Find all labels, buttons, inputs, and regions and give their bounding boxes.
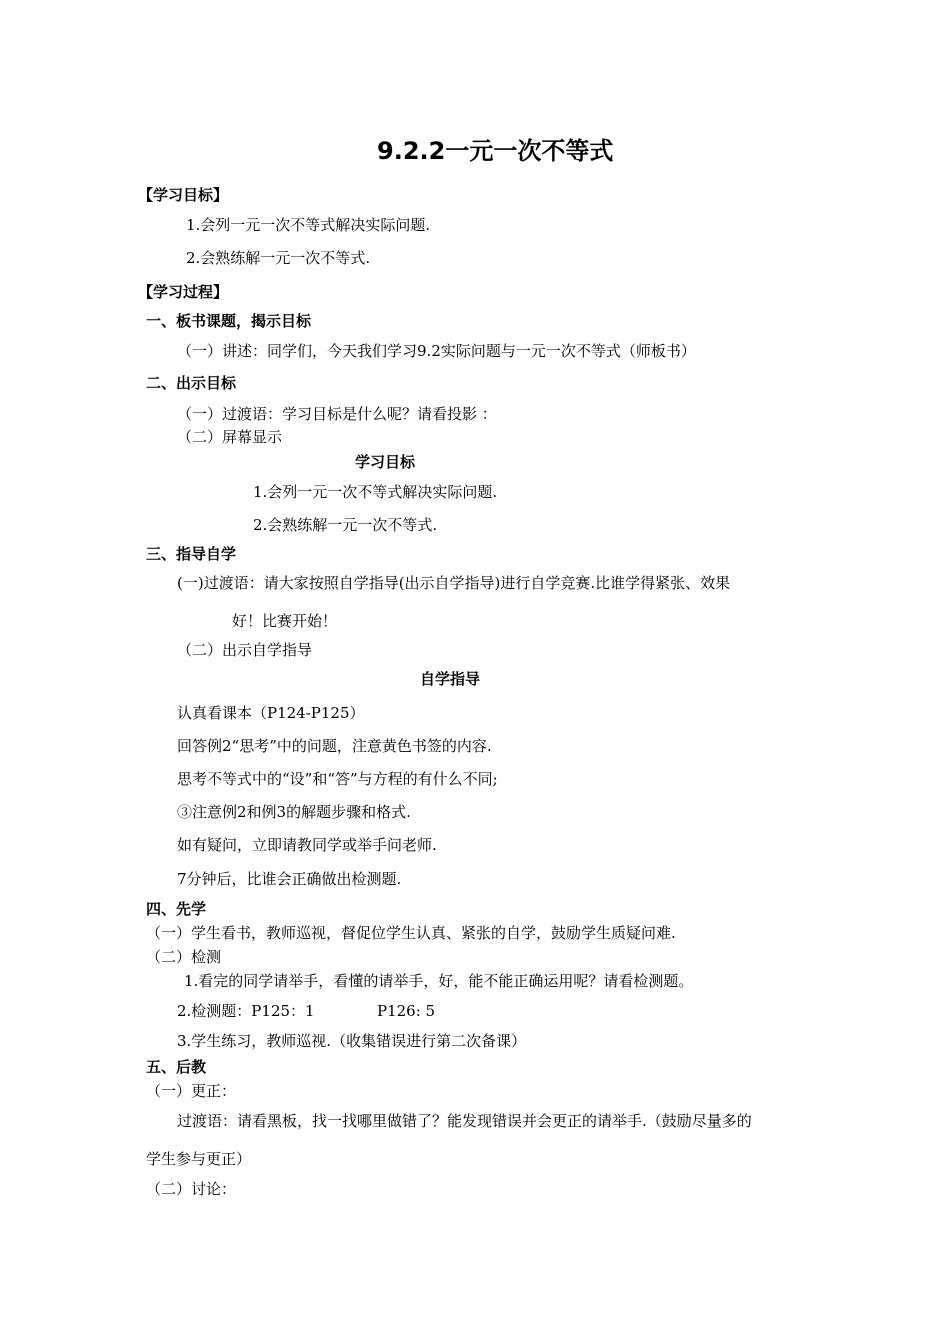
objective-item-1: 1.会列一元一次不等式解决实际问题. bbox=[186, 216, 431, 234]
section-4-sub-2: 2.检测题：P125：1 bbox=[177, 1002, 315, 1020]
section-5-paragraph-line-1: 过渡语：请看黑板，找一找哪里做错了？能发现错误并会更正的请举手.（鼓励尽量多的 bbox=[177, 1112, 752, 1130]
guide-item-5: 如有疑问，立即请教同学或举手问老师. bbox=[177, 836, 437, 854]
section-3-item-1-line-2: 好！比赛开始！ bbox=[232, 612, 338, 630]
objectives-box-title: 学习目标 bbox=[355, 453, 416, 471]
section-4-heading: 四、先学 bbox=[146, 900, 207, 918]
section-3-item-1-line-1: (一)过渡语：请大家按照自学指导(出示自学指导)进行自学竞赛.比谁学得紧张、效果 bbox=[177, 574, 731, 592]
section-5-paragraph-line-2: 学生参与更正） bbox=[146, 1150, 252, 1168]
objective-item-2: 2.会熟练解一元一次不等式. bbox=[186, 249, 371, 267]
guide-item-6: 7分钟后，比谁会正确做出检测题. bbox=[177, 870, 402, 888]
guide-item-4: ③注意例2和例3的解题步骤和格式. bbox=[177, 803, 411, 821]
objectives-header: 【学习目标】 bbox=[138, 186, 229, 204]
guide-item-3: 思考不等式中的“设”和“答”与方程的有什么不同; bbox=[177, 770, 498, 788]
guide-item-1: 认真看课本（P124-P125） bbox=[177, 704, 365, 722]
section-5-heading: 五、后教 bbox=[146, 1058, 207, 1076]
objectives-box-item-1: 1.会列一元一次不等式解决实际问题. bbox=[253, 483, 498, 501]
section-1-heading: 一、板书课题，揭示目标 bbox=[146, 312, 312, 330]
self-study-guide-title: 自学指导 bbox=[420, 670, 481, 688]
section-5-item-2: （二）讨论： bbox=[146, 1180, 237, 1198]
process-header: 【学习过程】 bbox=[138, 283, 229, 301]
section-4-sub-1: 1.看完的同学请举手，看懂的请举手，好，能不能正确运用呢？请看检测题。 bbox=[184, 972, 694, 990]
section-4-item-2: （二）检测 bbox=[146, 948, 222, 966]
section-2-heading: 二、出示目标 bbox=[146, 374, 237, 392]
guide-item-2: 回答例2“思考”中的问题，注意黄色书签的内容. bbox=[177, 737, 492, 755]
section-2-item-1: （一）过渡语：学习目标是什么呢？请看投影 ： bbox=[177, 405, 497, 423]
section-4-sub-2b: P126: 5 bbox=[377, 1002, 436, 1020]
section-4-item-1: （一）学生看书，教师巡视，督促位学生认真、紧张的自学，鼓励学生质疑问难. bbox=[146, 924, 676, 942]
section-3-item-2: （二）出示自学指导 bbox=[177, 641, 313, 659]
section-1-item-1: （一）讲述：同学们，今天我们学习9.2实际问题与一元一次不等式（师板书） bbox=[177, 342, 696, 360]
section-3-heading: 三、指导自学 bbox=[146, 545, 237, 563]
objectives-box-item-2: 2.会熟练解一元一次不等式. bbox=[253, 516, 438, 534]
page-title: 9.2.2一元一次不等式 bbox=[377, 137, 614, 165]
section-5-item-1: （一）更正： bbox=[146, 1082, 237, 1100]
section-4-sub-3: 3.学生练习，教师巡视.（收集错误进行第二次备课） bbox=[177, 1032, 527, 1050]
section-2-item-2: （二）屏幕显示 bbox=[177, 428, 283, 446]
